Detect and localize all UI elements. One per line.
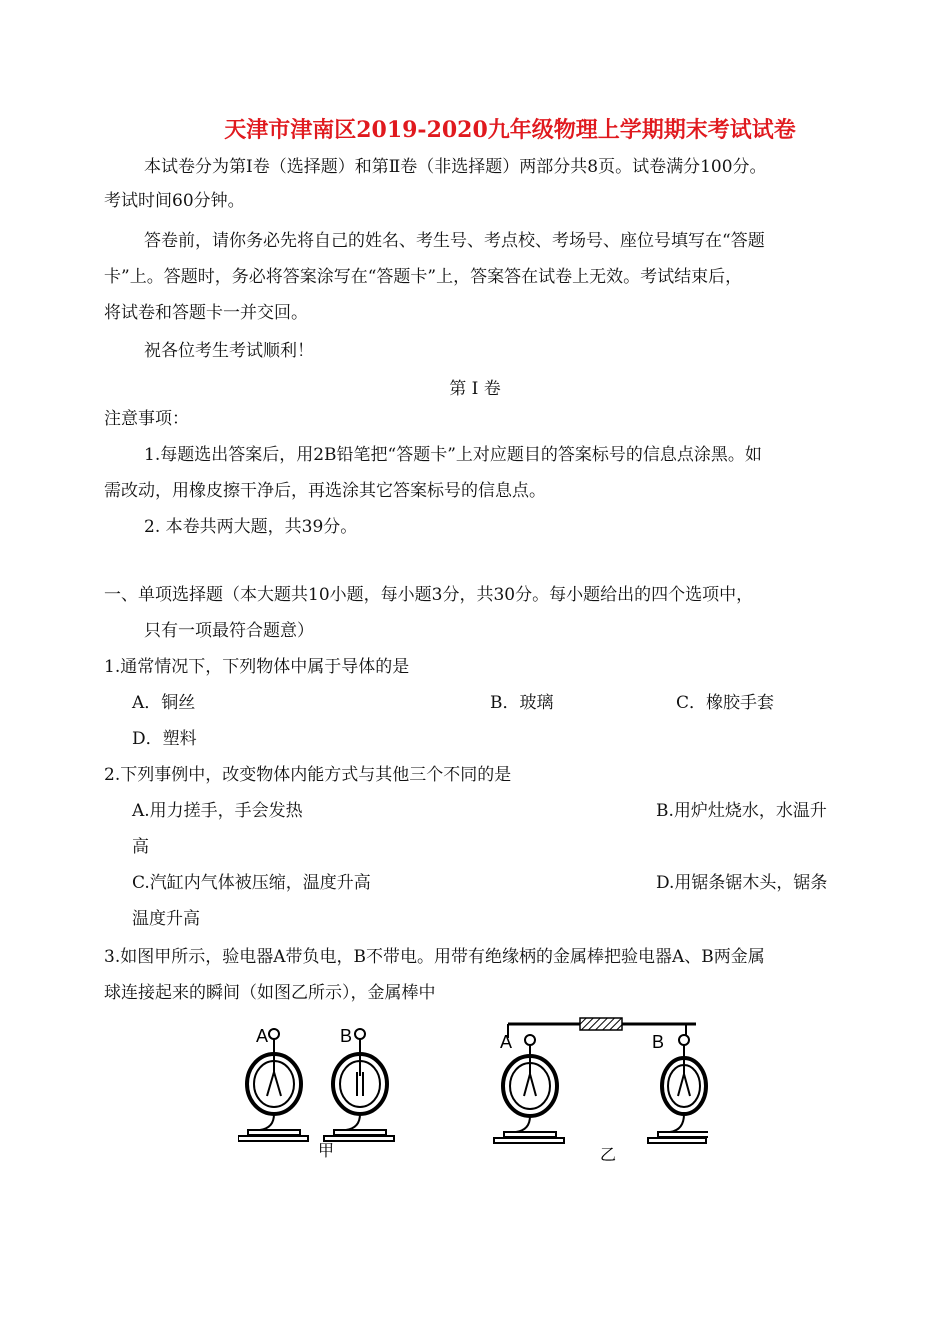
electroscope-a-left	[238, 1029, 308, 1141]
electroscope-b-left	[324, 1029, 394, 1141]
question-1-option-b: B．玻璃	[490, 693, 554, 713]
note-2: 2. 本卷共两大题，共39分。	[144, 517, 358, 537]
label-b-right: B	[652, 1032, 665, 1052]
intro-paragraph-1-line-2: 考试时间60分钟。	[104, 191, 245, 211]
caption-jia: 甲	[318, 1141, 335, 1160]
intro-paragraph-2-line-3: 将试卷和答题卡一并交回。	[104, 303, 308, 323]
label-a-left: A	[256, 1026, 269, 1046]
question-2-option-c: C.汽缸内气体被压缩，温度升高	[132, 873, 371, 893]
section-heading: 第 Ⅰ 卷	[449, 379, 501, 399]
part-1-heading-line-2: 只有一项最符合题意）	[144, 621, 314, 641]
question-2-option-d-line-1: D.用锯条锯木头，锯条	[656, 873, 828, 893]
label-a-right: A	[500, 1032, 513, 1052]
question-3-stem-line-1: 3.如图甲所示，验电器A带负电，B不带电。用带有绝缘柄的金属棒把验电器A、B两金属	[104, 947, 765, 967]
question-2-stem: 2.下列事例中，改变物体内能方式与其他三个不同的是	[104, 765, 512, 785]
caption-yi: 乙	[600, 1145, 617, 1164]
electroscope-figure	[238, 1012, 708, 1172]
intro-paragraph-1-line-1: 本试卷分为第Ⅰ卷（选择题）和第Ⅱ卷（非选择题）两部分共8页。试卷满分100分。	[144, 157, 767, 177]
notes-label: 注意事项：	[104, 409, 189, 429]
part-1-heading-line-1: 一、单项选择题（本大题共10小题，每小题3分，共30分。每小题给出的四个选项中，	[104, 585, 754, 605]
intro-paragraph-2-line-2: 卡”上。答题时，务必将答案涂写在“答题卡”上，答案答在试卷上无效。考试结束后，	[104, 267, 743, 287]
question-1-option-d: D．塑料	[132, 729, 197, 749]
intro-paragraph-3: 祝各位考生考试顺利！	[144, 341, 314, 361]
question-1-stem: 1.通常情况下，下列物体中属于导体的是	[104, 657, 410, 677]
question-2-option-b-line-2: 高	[132, 837, 149, 857]
note-1-line-1: 1.每题选出答案后，用2B铅笔把“答题卡”上对应题目的答案标号的信息点涂黑。如	[144, 445, 762, 465]
insulated-handle	[580, 1018, 622, 1030]
question-1-option-c: C．橡胶手套	[676, 693, 775, 713]
question-1-option-a: A．铜丝	[132, 693, 196, 713]
question-2-option-b-line-1: B.用炉灶烧水，水温升	[656, 801, 827, 821]
intro-paragraph-2-line-1: 答卷前，请你务必先将自己的姓名、考生号、考点校、考场号、座位号填写在“答题	[144, 231, 765, 251]
question-3-stem-line-2: 球连接起来的瞬间（如图乙所示），金属棒中	[104, 983, 436, 1003]
question-2-option-a: A.用力搓手，手会发热	[132, 801, 303, 821]
label-b-left: B	[340, 1026, 353, 1046]
metal-rod	[508, 1018, 696, 1038]
note-1-line-2: 需改动，用橡皮擦干净后，再选涂其它答案标号的信息点。	[104, 481, 546, 501]
question-2-option-d-line-2: 温度升高	[132, 909, 200, 929]
document-title: 天津市津南区2019-2020九年级物理上学期期末考试试卷	[224, 117, 796, 143]
